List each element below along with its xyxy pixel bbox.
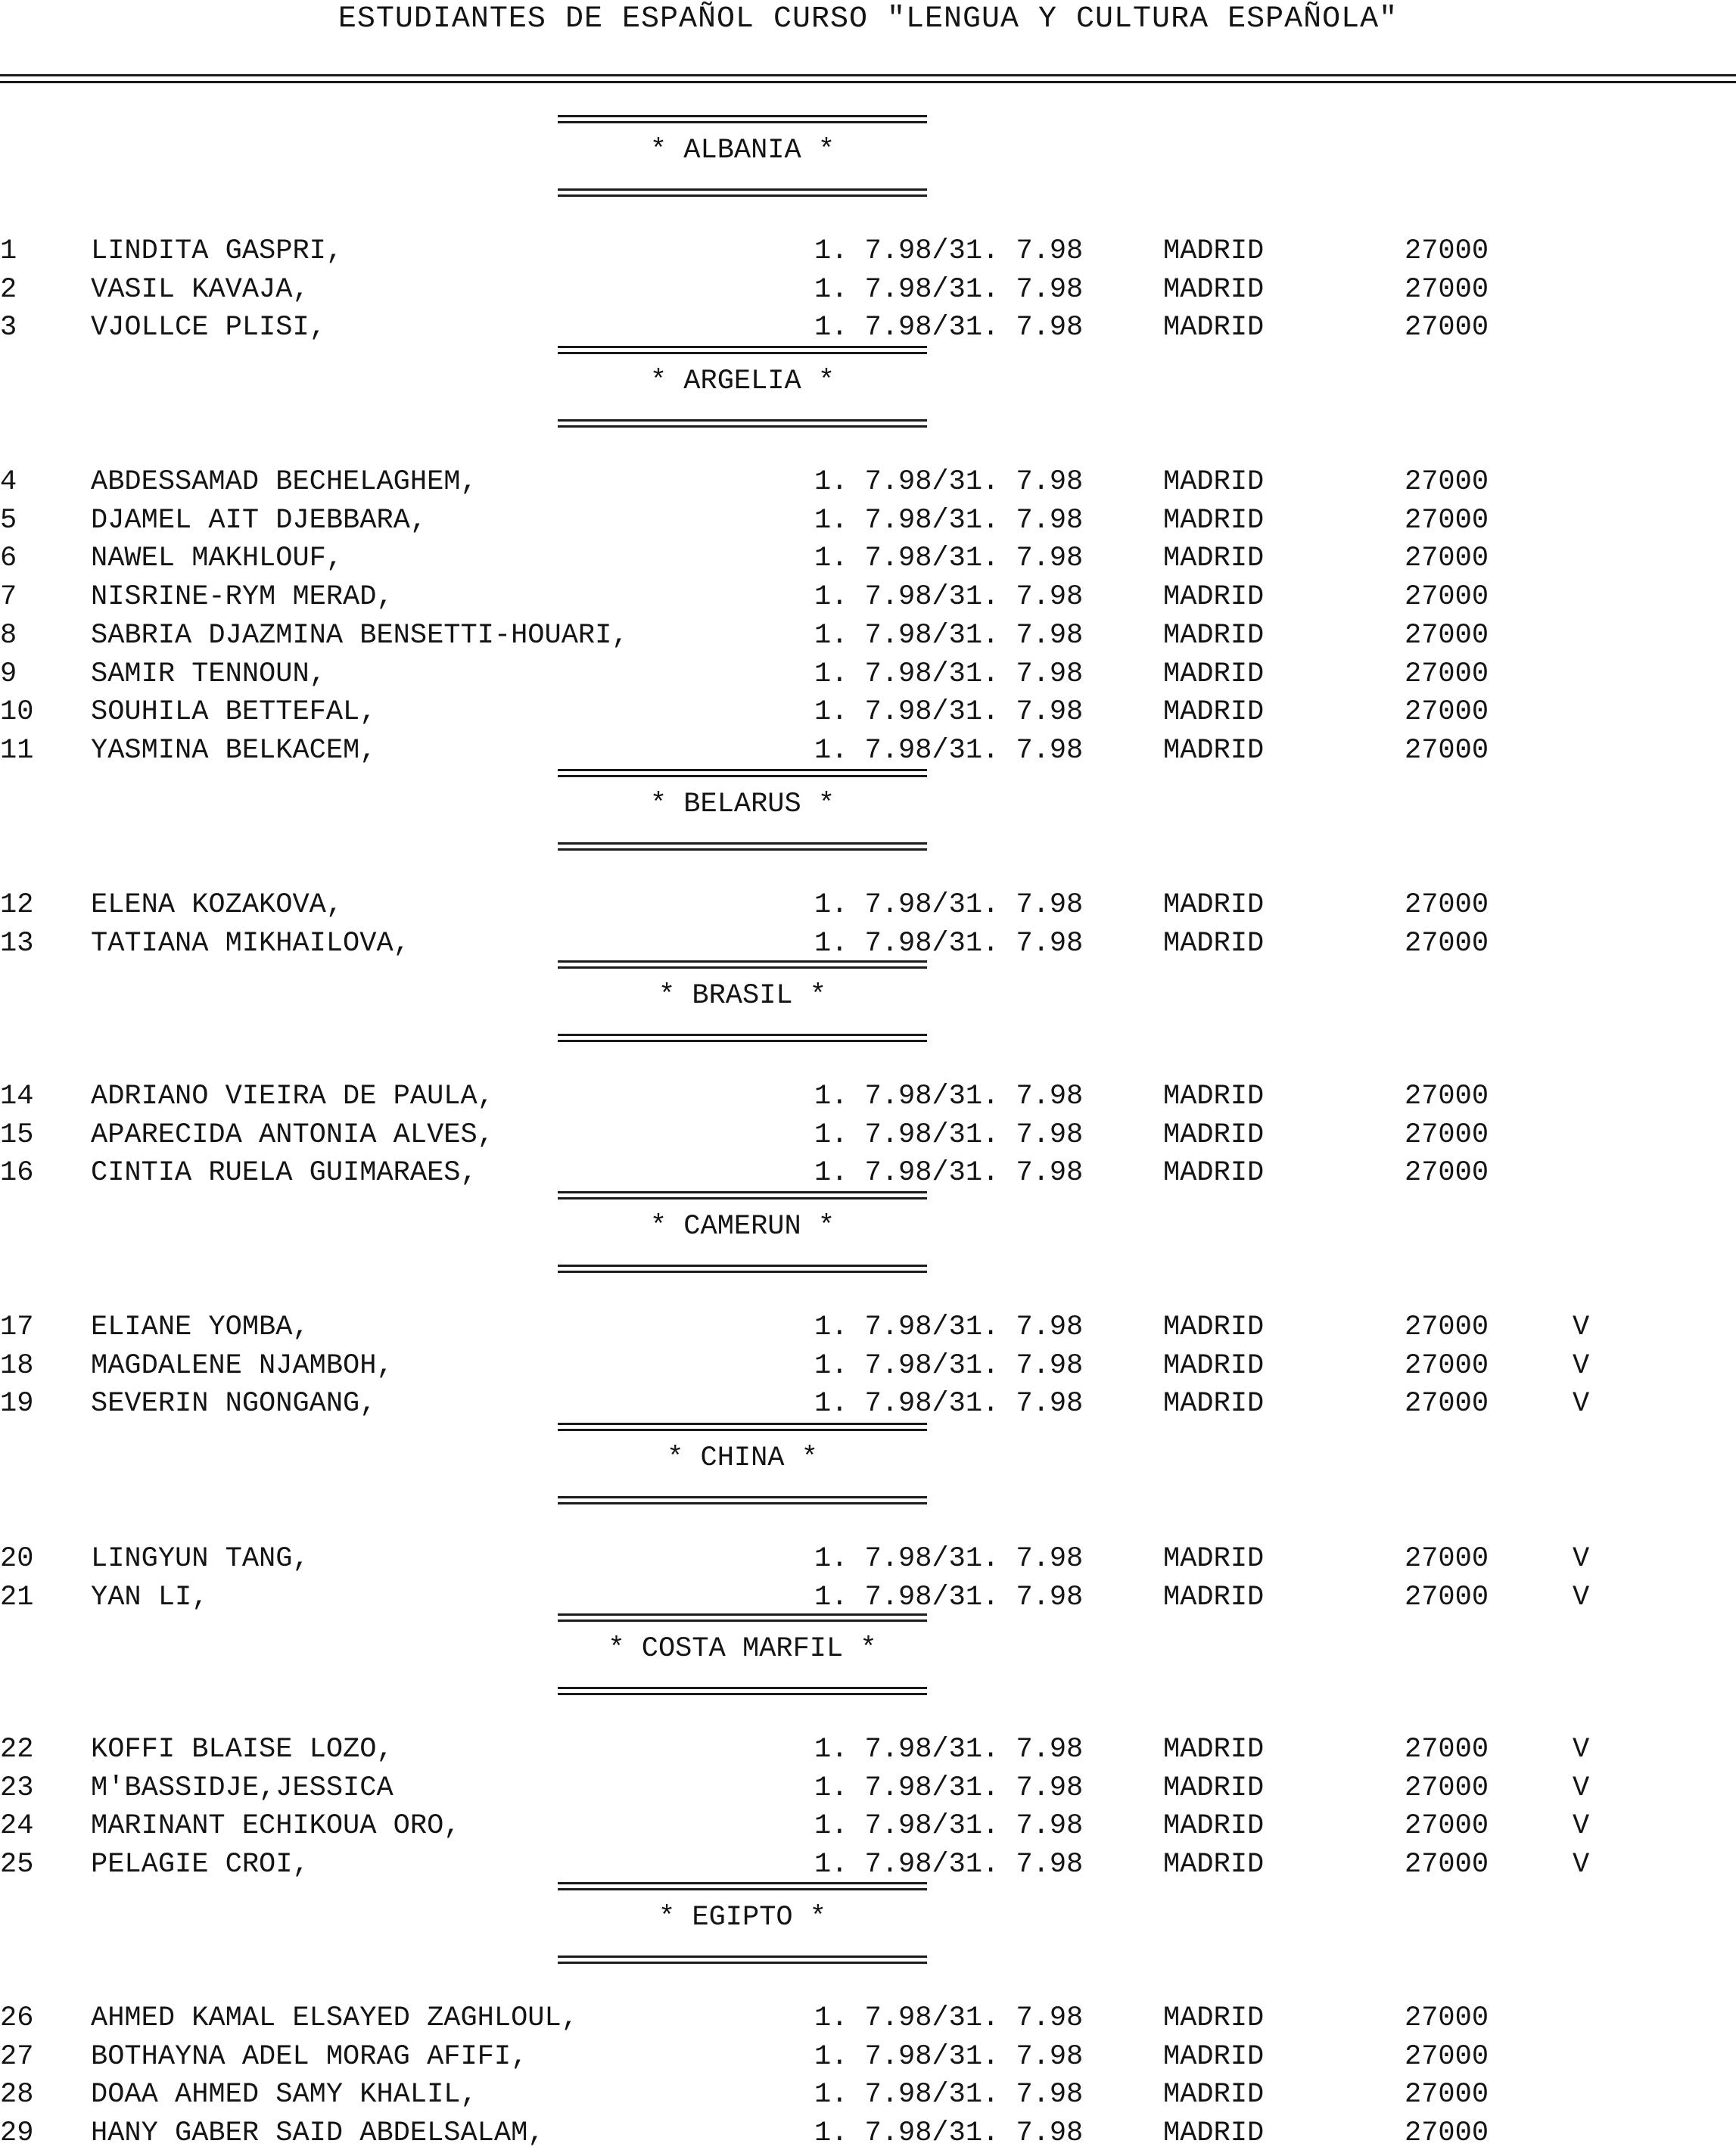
student-name: CINTIA RUELA GUIMARAES, — [91, 1157, 478, 1189]
course-dates: 1. 7.98/31. 7.98 — [814, 235, 1084, 267]
student-name: DOAA AHMED SAMY KHALIL, — [91, 2079, 478, 2111]
row-number: 8 — [0, 620, 17, 652]
country-rule-top — [558, 1882, 927, 1890]
course-fee: 27000 — [1405, 1734, 1489, 1766]
course-dates: 1. 7.98/31. 7.98 — [814, 1081, 1084, 1112]
visa-mark: V — [1573, 1388, 1590, 1420]
visa-mark: V — [1573, 1810, 1590, 1842]
row-number: 24 — [0, 1810, 34, 1842]
course-dates: 1. 7.98/31. 7.98 — [814, 889, 1084, 921]
row-number: 11 — [0, 735, 34, 767]
country-rule-top — [558, 960, 927, 969]
course-dates: 1. 7.98/31. 7.98 — [814, 1388, 1084, 1420]
country-heading: * COSTA MARFIL * — [608, 1633, 877, 1665]
country-rule-bottom — [558, 188, 927, 197]
visa-mark: V — [1573, 1849, 1590, 1881]
student-name: SOUHILA BETTEFAL, — [91, 696, 377, 728]
country-rule-bottom — [558, 1034, 927, 1042]
student-name: MARINANT ECHIKOUA ORO, — [91, 1810, 461, 1842]
course-city: MADRID — [1163, 889, 1265, 921]
course-fee: 27000 — [1405, 1157, 1489, 1189]
row-number: 21 — [0, 1582, 34, 1613]
course-dates: 1. 7.98/31. 7.98 — [814, 1311, 1084, 1343]
course-fee: 27000 — [1405, 1081, 1489, 1112]
row-number: 13 — [0, 928, 34, 960]
country-rule-bottom — [558, 419, 927, 428]
student-name: SABRIA DJAZMINA BENSETTI-HOUARI, — [91, 620, 629, 652]
country-rule-top — [558, 346, 927, 354]
course-dates: 1. 7.98/31. 7.98 — [814, 1119, 1084, 1151]
course-dates: 1. 7.98/31. 7.98 — [814, 505, 1084, 537]
student-name: LINDITA GASPRI, — [91, 235, 344, 267]
course-dates: 1. 7.98/31. 7.98 — [814, 1582, 1084, 1613]
country-heading: * EGIPTO * — [658, 1902, 827, 1934]
row-number: 19 — [0, 1388, 34, 1420]
course-city: MADRID — [1163, 581, 1265, 613]
student-name: DJAMEL AIT DJEBBARA, — [91, 505, 428, 537]
row-number: 15 — [0, 1119, 34, 1151]
course-fee: 27000 — [1405, 505, 1489, 537]
course-dates: 1. 7.98/31. 7.98 — [814, 658, 1084, 690]
student-name: VJOLLCE PLISI, — [91, 312, 326, 344]
course-city: MADRID — [1163, 928, 1265, 960]
course-fee: 27000 — [1405, 889, 1489, 921]
student-name: HANY GABER SAID ABDELSALAM, — [91, 2117, 545, 2149]
row-number: 18 — [0, 1350, 34, 1382]
course-dates: 1. 7.98/31. 7.98 — [814, 735, 1084, 767]
country-rule-bottom — [558, 1687, 927, 1695]
student-name: APARECIDA ANTONIA ALVES, — [91, 1119, 494, 1151]
visa-mark: V — [1573, 1772, 1590, 1804]
country-rule-top — [558, 769, 927, 777]
course-city: MADRID — [1163, 1311, 1265, 1343]
country-heading: * BELARUS * — [649, 789, 835, 820]
course-fee: 27000 — [1405, 1772, 1489, 1804]
country-rule-bottom — [558, 1956, 927, 1964]
row-number: 22 — [0, 1734, 34, 1766]
row-number: 12 — [0, 889, 34, 921]
course-fee: 27000 — [1405, 1119, 1489, 1151]
course-dates: 1. 7.98/31. 7.98 — [814, 1350, 1084, 1382]
row-number: 16 — [0, 1157, 34, 1189]
course-city: MADRID — [1163, 1772, 1265, 1804]
row-number: 26 — [0, 2002, 34, 2034]
course-fee: 27000 — [1405, 2117, 1489, 2149]
country-heading: * CHINA * — [667, 1442, 818, 1474]
visa-mark: V — [1573, 1350, 1590, 1382]
row-number: 2 — [0, 274, 17, 306]
course-dates: 1. 7.98/31. 7.98 — [814, 1772, 1084, 1804]
course-dates: 1. 7.98/31. 7.98 — [814, 1543, 1084, 1575]
course-fee: 27000 — [1405, 735, 1489, 767]
course-city: MADRID — [1163, 658, 1265, 690]
course-city: MADRID — [1163, 1582, 1265, 1613]
row-number: 25 — [0, 1849, 34, 1881]
course-city: MADRID — [1163, 1543, 1265, 1575]
student-name: NAWEL MAKHLOUF, — [91, 543, 344, 574]
student-name: MAGDALENE NJAMBOH, — [91, 1350, 394, 1382]
course-city: MADRID — [1163, 2079, 1265, 2111]
course-dates: 1. 7.98/31. 7.98 — [814, 2002, 1084, 2034]
course-fee: 27000 — [1405, 312, 1489, 344]
course-fee: 27000 — [1405, 274, 1489, 306]
course-fee: 27000 — [1405, 658, 1489, 690]
course-city: MADRID — [1163, 2041, 1265, 2073]
row-number: 17 — [0, 1311, 34, 1343]
course-city: MADRID — [1163, 620, 1265, 652]
course-city: MADRID — [1163, 1081, 1265, 1112]
course-city: MADRID — [1163, 235, 1265, 267]
student-name: YASMINA BELKACEM, — [91, 735, 377, 767]
row-number: 29 — [0, 2117, 34, 2149]
course-dates: 1. 7.98/31. 7.98 — [814, 581, 1084, 613]
visa-mark: V — [1573, 1543, 1590, 1575]
course-dates: 1. 7.98/31. 7.98 — [814, 696, 1084, 728]
course-fee: 27000 — [1405, 1350, 1489, 1382]
course-fee: 27000 — [1405, 1849, 1489, 1881]
course-city: MADRID — [1163, 1119, 1265, 1151]
course-city: MADRID — [1163, 2002, 1265, 2034]
course-city: MADRID — [1163, 466, 1265, 498]
country-rule-bottom — [558, 1496, 927, 1504]
course-dates: 1. 7.98/31. 7.98 — [814, 1810, 1084, 1842]
course-dates: 1. 7.98/31. 7.98 — [814, 928, 1084, 960]
student-name: ELENA KOZAKOVA, — [91, 889, 344, 921]
course-dates: 1. 7.98/31. 7.98 — [814, 1157, 1084, 1189]
row-number: 6 — [0, 543, 17, 574]
course-city: MADRID — [1163, 1810, 1265, 1842]
course-city: MADRID — [1163, 2117, 1265, 2149]
visa-mark: V — [1573, 1582, 1590, 1613]
course-city: MADRID — [1163, 505, 1265, 537]
visa-mark: V — [1573, 1311, 1590, 1343]
course-city: MADRID — [1163, 1734, 1265, 1766]
student-name: PELAGIE CROI, — [91, 1849, 310, 1881]
row-number: 20 — [0, 1543, 34, 1575]
course-fee: 27000 — [1405, 235, 1489, 267]
course-fee: 27000 — [1405, 928, 1489, 960]
course-dates: 1. 7.98/31. 7.98 — [814, 543, 1084, 574]
row-number: 28 — [0, 2079, 34, 2111]
student-name: SEVERIN NGONGANG, — [91, 1388, 377, 1420]
row-number: 9 — [0, 658, 17, 690]
student-name: ELIANE YOMBA, — [91, 1311, 310, 1343]
course-city: MADRID — [1163, 735, 1265, 767]
student-name: AHMED KAMAL ELSAYED ZAGHLOUL, — [91, 2002, 578, 2034]
course-city: MADRID — [1163, 1350, 1265, 1382]
row-number: 5 — [0, 505, 17, 537]
course-city: MADRID — [1163, 1849, 1265, 1881]
student-name: NISRINE-RYM MERAD, — [91, 581, 394, 613]
country-heading: * ALBANIA * — [649, 135, 835, 166]
row-number: 10 — [0, 696, 34, 728]
student-name: BOTHAYNA ADEL MORAG AFIFI, — [91, 2041, 528, 2073]
row-number: 1 — [0, 235, 17, 267]
course-fee: 27000 — [1405, 620, 1489, 652]
row-number: 7 — [0, 581, 17, 613]
country-rule-top — [558, 1613, 927, 1622]
course-fee: 27000 — [1405, 1810, 1489, 1842]
course-dates: 1. 7.98/31. 7.98 — [814, 620, 1084, 652]
country-heading: * ARGELIA * — [649, 366, 835, 397]
visa-mark: V — [1573, 1734, 1590, 1766]
country-rule-top — [558, 1191, 927, 1199]
row-number: 4 — [0, 466, 17, 498]
student-name: YAN LI, — [91, 1582, 209, 1613]
student-name: LINGYUN TANG, — [91, 1543, 310, 1575]
student-name: ABDESSAMAD BECHELAGHEM, — [91, 466, 478, 498]
course-dates: 1. 7.98/31. 7.98 — [814, 1849, 1084, 1881]
student-name: TATIANA MIKHAILOVA, — [91, 928, 410, 960]
course-dates: 1. 7.98/31. 7.98 — [814, 2117, 1084, 2149]
course-city: MADRID — [1163, 1388, 1265, 1420]
course-fee: 27000 — [1405, 2002, 1489, 2034]
course-dates: 1. 7.98/31. 7.98 — [814, 466, 1084, 498]
course-dates: 1. 7.98/31. 7.98 — [814, 274, 1084, 306]
country-rule-bottom — [558, 1265, 927, 1273]
title-double-rule — [0, 74, 1736, 83]
row-number: 3 — [0, 312, 17, 344]
course-fee: 27000 — [1405, 1311, 1489, 1343]
row-number: 23 — [0, 1772, 34, 1804]
course-fee: 27000 — [1405, 2079, 1489, 2111]
course-fee: 27000 — [1405, 543, 1489, 574]
course-fee: 27000 — [1405, 696, 1489, 728]
course-city: MADRID — [1163, 274, 1265, 306]
course-fee: 27000 — [1405, 1582, 1489, 1613]
course-fee: 27000 — [1405, 1543, 1489, 1575]
course-dates: 1. 7.98/31. 7.98 — [814, 312, 1084, 344]
student-name: SAMIR TENNOUN, — [91, 658, 326, 690]
country-heading: * BRASIL * — [658, 980, 827, 1012]
course-city: MADRID — [1163, 543, 1265, 574]
course-dates: 1. 7.98/31. 7.98 — [814, 1734, 1084, 1766]
country-heading: * CAMERUN * — [649, 1211, 835, 1243]
row-number: 14 — [0, 1081, 34, 1112]
course-city: MADRID — [1163, 696, 1265, 728]
course-fee: 27000 — [1405, 581, 1489, 613]
course-dates: 1. 7.98/31. 7.98 — [814, 2079, 1084, 2111]
country-rule-top — [558, 1423, 927, 1431]
country-rule-bottom — [558, 842, 927, 851]
country-rule-top — [558, 115, 927, 123]
row-number: 27 — [0, 2041, 34, 2073]
student-name: VASIL KAVAJA, — [91, 274, 310, 306]
student-name: ADRIANO VIEIRA DE PAULA, — [91, 1081, 494, 1112]
course-city: MADRID — [1163, 1157, 1265, 1189]
course-fee: 27000 — [1405, 466, 1489, 498]
course-city: MADRID — [1163, 312, 1265, 344]
student-name: M'BASSIDJE,JESSICA — [91, 1772, 394, 1804]
document-title: ESTUDIANTES DE ESPAÑOL CURSO "LENGUA Y CULTURA ESPAÑOLA" — [338, 2, 1398, 36]
course-dates: 1. 7.98/31. 7.98 — [814, 2041, 1084, 2073]
student-name: KOFFI BLAISE LOZO, — [91, 1734, 394, 1766]
course-fee: 27000 — [1405, 1388, 1489, 1420]
course-fee: 27000 — [1405, 2041, 1489, 2073]
